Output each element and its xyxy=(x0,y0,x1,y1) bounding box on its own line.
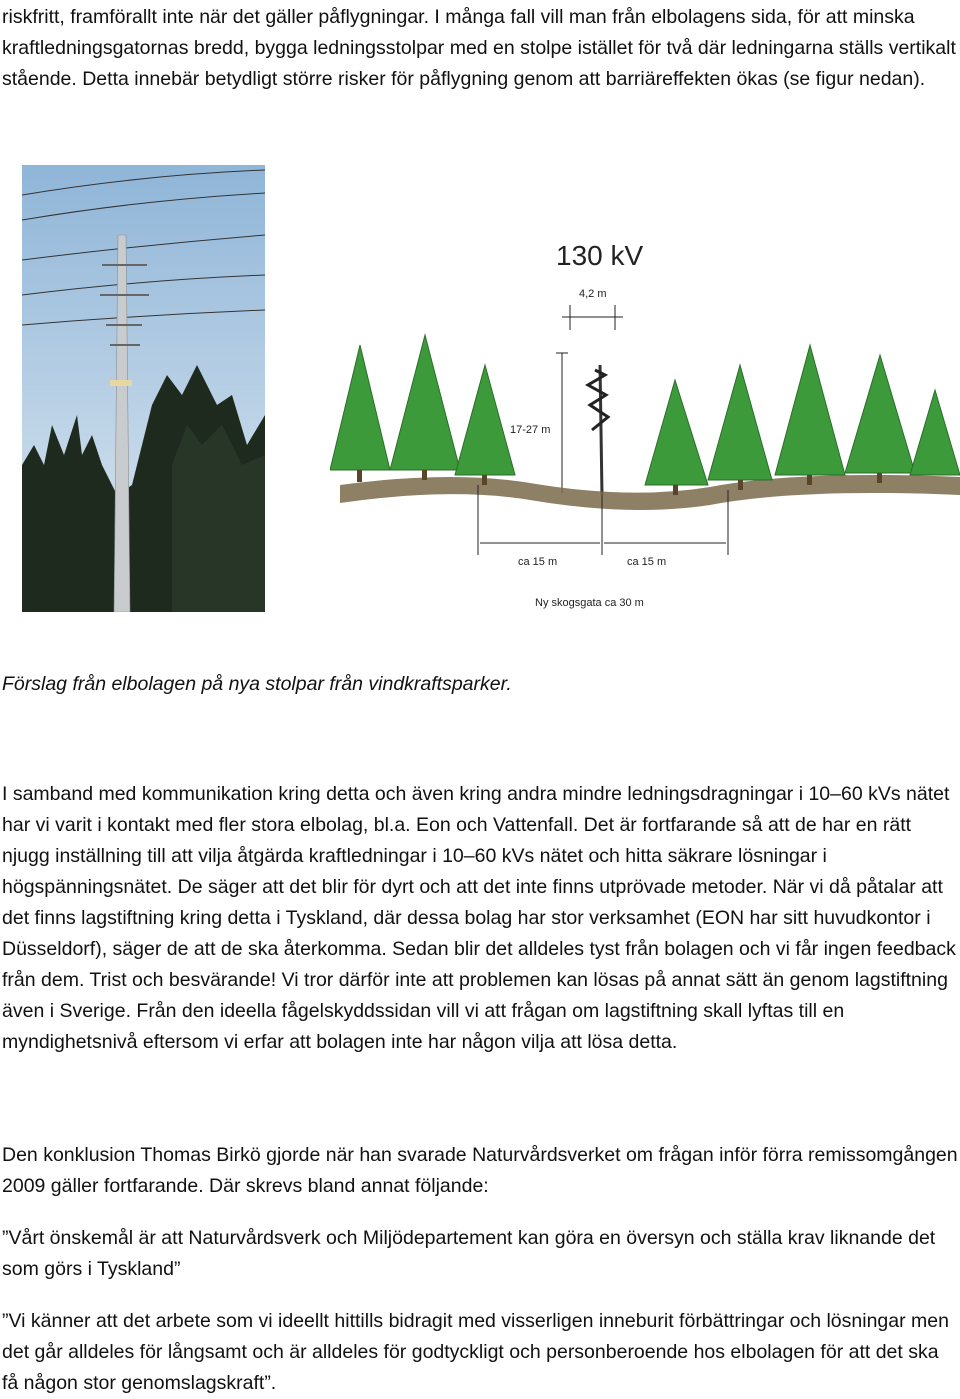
height-label: 17-27 m xyxy=(510,424,551,436)
right-span-label: ca 15 m xyxy=(627,556,667,568)
figure-caption: Förslag från elbolagen på nya stolpar från vindkraftsparker. xyxy=(2,673,512,695)
voltage-label: 130 kV xyxy=(556,240,644,271)
body-paragraph-2: Den konklusion Thomas Birkö gjorde när han svarade Naturvårdsverket om frågan inför förra remissomgången 2009 gäller fortfarande. Där skrevs bland annat följande: xyxy=(2,1144,958,1197)
top-width-label: 4,2 m xyxy=(579,288,607,300)
total-width-label: Ny skogsgata ca 30 m xyxy=(535,597,644,609)
pole-diagram xyxy=(330,225,960,625)
quote-paragraph-1: ”Vårt önskemål är att Naturvårdsverk och Miljödepartement kan göra en översyn och ställa krav liknande det som görs i Tyskland” xyxy=(2,1227,936,1280)
left-span-label: ca 15 m xyxy=(518,556,558,568)
body-paragraph-1: I samband med kommunikation kring detta och även kring andra mindre ledningsdragningar i 10–60 kVs nätet har vi varit i kontakt med fler stora elbolag, bl.a. Eon och Vattenfall. Det är fortfarande så att de har en rätt njugg inställning till att vilja åtgärda kraftledningar i 10–60 kVs nätet och hitta säkrare lösningar i högspänningsnätet. De säger att det blir för dyrt och att det inte finns utprövade metoder. När vi då påtalar att det finns lagstiftning kring detta i Tyskland, där dessa bolag har stor verksamhet (EON har sitt huvudkontor i Düsseldorf), säger de att de ska återkomma. Sedan blir det alldeles tyst från bolagen och vi får ingen feedback från dem. Trist och besvärande! Vi tror därför inte att problemen kan lösas på annat sätt än genom lagstiftning även i Sverige. Från den ideella fågelskyddssidan vill vi att frågan om lagstiftning skall lyftas till en myndighetsnivå eftersom vi erfar att bolagen inte har någon vilja att lösa detta. xyxy=(2,783,956,1053)
quote-paragraph-2: ”Vi känner att det arbete som vi ideellt hittills bidragit med visserligen inneburit förbättringar och lösningar men det går alldeles för långsamt och är alldeles för godtyckligt och personberoende hos elbolagen för att det ska få någon stor genomslagskraft”. xyxy=(2,1310,949,1394)
power-pole-photo xyxy=(22,165,265,612)
intro-paragraph: riskfritt, framförallt inte när det gäller påflygningar. I många fall vill man från elbolagens sida, för att minska kraftledningsgatornas bredd, bygga ledningsstolpar med en stolpe istället för två där ledningarna ställs vertikalt stående. Detta innebär betydligt större risker för påflygning genom att barriäreffekten ökas (se figur nedan). xyxy=(2,6,956,90)
